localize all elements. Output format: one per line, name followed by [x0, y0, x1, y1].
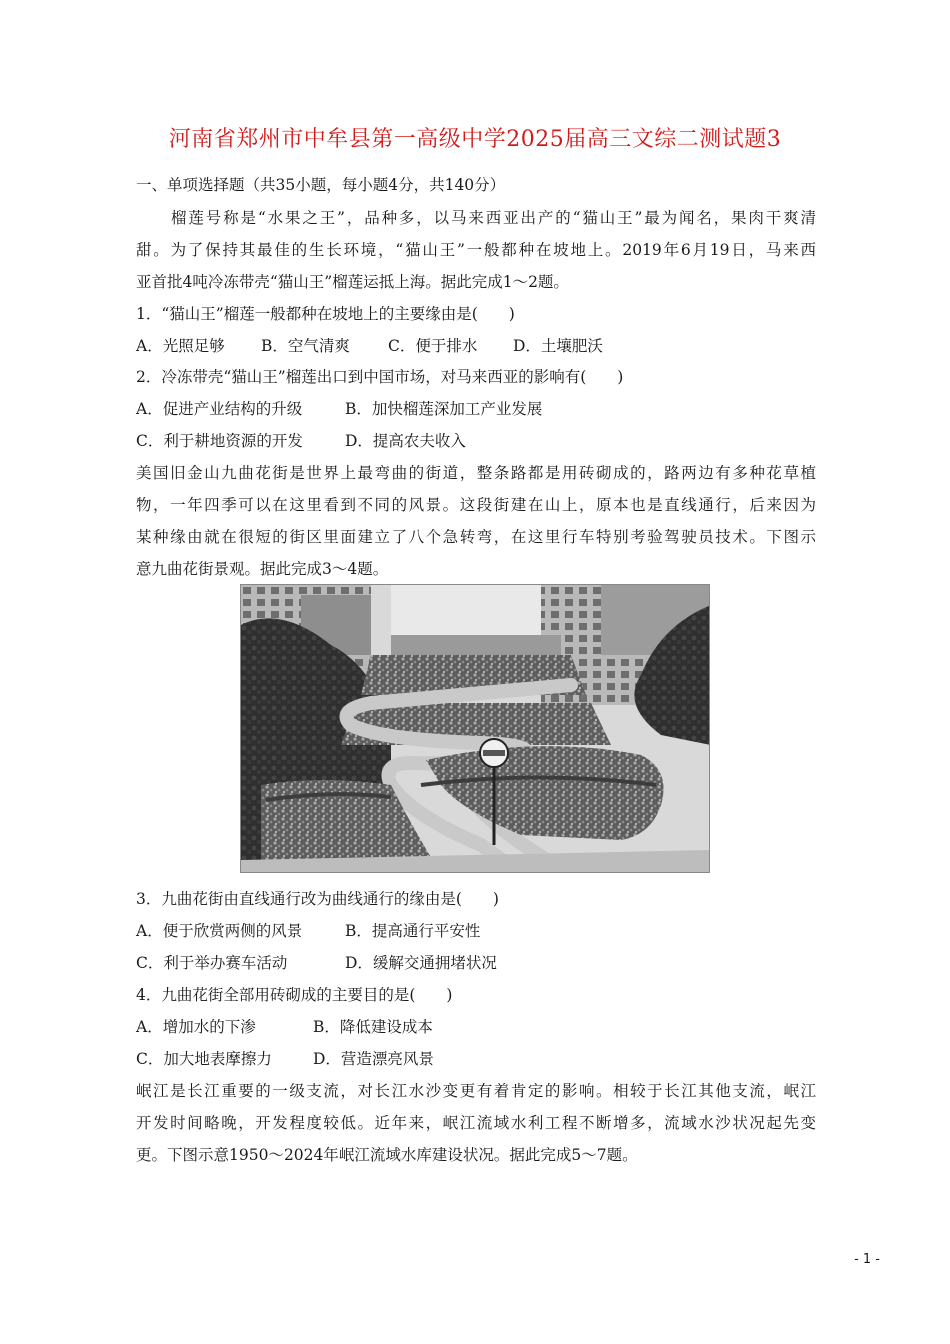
q1-stem: 1．“猫山王”榴莲一般都种在坡地上的主要缘由是( ): [136, 305, 515, 323]
passage1-line2: 甜。为了保持其最佳的生长环境，“猫山王”一般都种在坡地上。2019年6月19日，马来西: [136, 241, 816, 259]
passage3-line3: 更。下图示意1950～2024年岷江流域水库建设状况。据此完成5～7题。: [136, 1146, 638, 1164]
q3-option-b: B．提高通行平安性: [345, 922, 481, 940]
street-photo: [240, 584, 710, 873]
q4-option-b: B．降低建设成本: [313, 1018, 433, 1036]
q4-option-c: C．加大地表摩擦力: [136, 1050, 272, 1068]
page-title: 河南省郑州市中牟县第一高级中学2025届高三文综二测试题3: [168, 127, 782, 152]
q4-option-a: A．增加水的下渗: [136, 1018, 256, 1036]
q1-option-d: D．土壤肥沃: [513, 337, 603, 355]
q2-option-c: C．利于耕地资源的开发: [136, 432, 303, 450]
q3-option-c: C．利于举办赛车活动: [136, 954, 288, 972]
passage3-line2: 开发时间略晚，开发程度较低。近年来，岷江流域水利工程不断增多，流域水沙状况起先变: [136, 1114, 816, 1132]
passage1-line3: 亚首批4吨冷冻带壳“猫山王”榴莲运抵上海。据此完成1～2题。: [136, 273, 569, 291]
passage2-line2: 物，一年四季可以在这里看到不同的风景。这段街建在山上，原本也是直线通行，后来因为: [136, 496, 816, 514]
q2-option-a: A．促进产业结构的升级: [136, 400, 303, 418]
q1-option-a: A．光照足够: [136, 337, 225, 355]
q3-option-a: A．便于欣赏两侧的风景: [136, 922, 303, 940]
q4-option-d: D．营造漂亮风景: [313, 1050, 434, 1068]
q4-stem: 4．九曲花街全部用砖砌成的主要目的是( ): [136, 986, 453, 1004]
page-number: - 1 -: [854, 1252, 880, 1267]
section-heading: 一、单项选择题（共35小题，每小题4分，共140分）: [136, 176, 506, 194]
passage1-line1: 榴莲号称是“水果之王”，品种多，以马来西亚出产的“猫山王”最为闻名，果肉干爽清: [171, 209, 816, 227]
q2-stem: 2．冷冻带壳“猫山王”榴莲出口到中国市场，对马来西亚的影响有( ): [136, 368, 624, 386]
passage2-line4: 意九曲花街景观。据此完成3～4题。: [136, 560, 389, 578]
street-photo-icon: [241, 585, 710, 873]
q3-option-d: D．缓解交通拥堵状况: [345, 954, 497, 972]
q2-option-d: D．提高农夫收入: [345, 432, 466, 450]
passage3-line1: 岷江是长江重要的一级支流，对长江水沙变更有着肯定的影响。相较于长江其他支流，岷江: [136, 1082, 816, 1100]
passage2-line3: 某种缘由就在很短的街区里面建立了八个急转弯，在这里行车特别考验驾驶员技术。下图示: [136, 528, 816, 546]
q1-option-c: C．便于排水: [388, 337, 478, 355]
passage2-line1: 美国旧金山九曲花街是世界上最弯曲的街道，整条路都是用砖砌成的，路两边有多种花草植: [136, 464, 816, 482]
q3-stem: 3．九曲花街由直线通行改为曲线通行的缘由是( ): [136, 890, 499, 908]
q1-option-b: B．空气清爽: [261, 337, 350, 355]
q2-option-b: B．加快榴莲深加工产业发展: [345, 400, 543, 418]
